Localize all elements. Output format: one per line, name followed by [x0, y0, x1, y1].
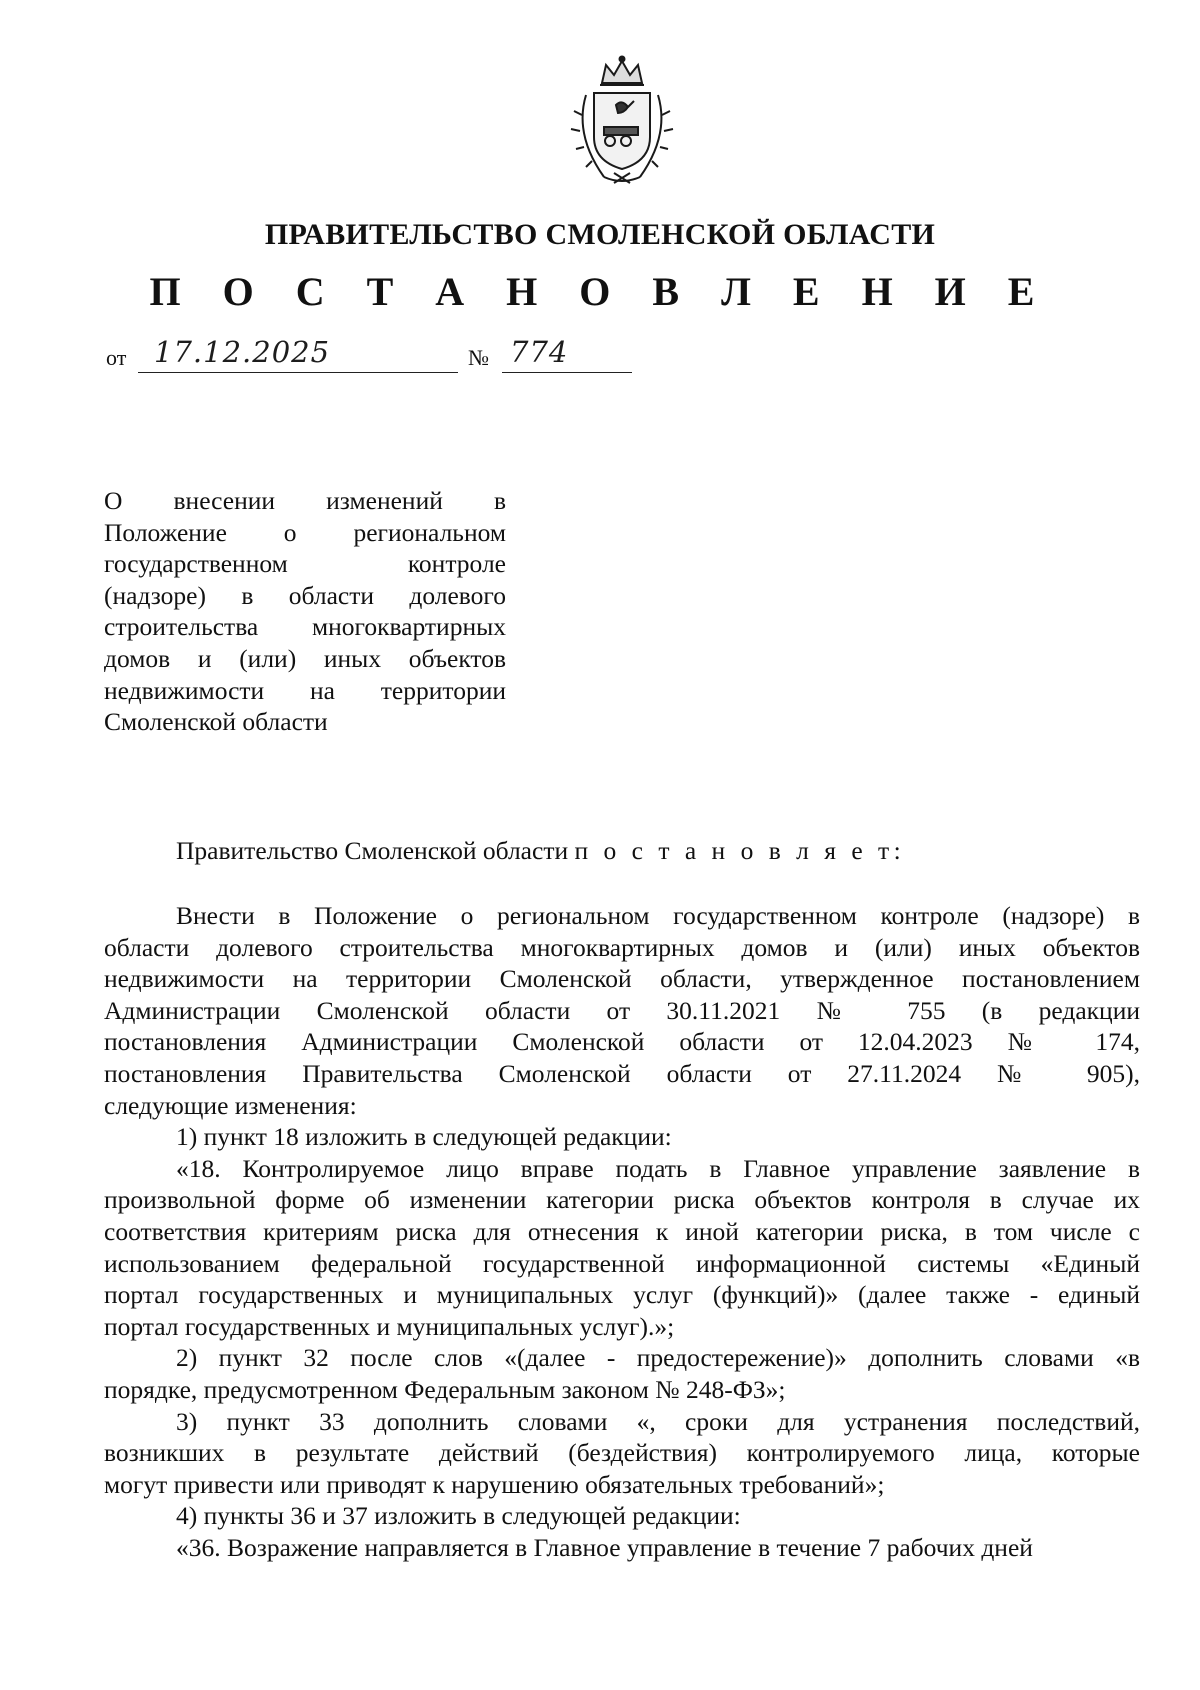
date-underline: [138, 372, 458, 373]
from-label: от: [106, 345, 127, 370]
body-line: портал государственных и муниципальных услуг (функций)» (далее также - единый: [104, 1280, 1140, 1310]
body-line: 3) пункт 33 дополнить словами «, сроки для устранения последствий,: [176, 1406, 1140, 1436]
decree-date: 17.12.2025: [154, 335, 331, 369]
body-line: недвижимости на территории Смоленской области, утвержденное постановлением: [104, 964, 1140, 994]
item-3: [104, 1406, 1140, 1501]
subject-line: государственном контроле: [104, 549, 506, 579]
body-line: могут привести или приводят к нарушению обязательных требований»;: [104, 1469, 885, 1499]
subject-line: Смоленской области: [104, 707, 328, 737]
body-line: «18. Контролируемое лицо вправе подать в Главное управление заявление в: [176, 1153, 1140, 1183]
resolve-line: [104, 835, 1140, 867]
body-line: произвольной форме об изменении категории риска объектов контроля в случае их: [104, 1185, 1140, 1215]
body-line: использованием федеральной государственной информационной системы «Единый: [104, 1248, 1140, 1278]
item-1-heading: 1) пункт 18 изложить в следующей редакции:: [176, 1122, 672, 1152]
body-line: Администрации Смоленской области от 30.11.2021 № 755 (в редакции: [104, 995, 1140, 1025]
intro-paragraph: [104, 900, 1140, 1121]
number-label: №: [468, 345, 489, 370]
item-1-text: [104, 1153, 1140, 1343]
item-4-heading: 4) пункты 36 и 37 изложить в следующей редакции:: [176, 1501, 741, 1531]
body-line: портал государственных и муниципальных услуг).»;: [104, 1311, 675, 1341]
body-line: постановления Администрации Смоленской области от 12.04.2023 № 174,: [104, 1027, 1140, 1057]
body-line: порядке, предусмотренном Федеральным законом № 248-ФЗ»;: [104, 1374, 786, 1404]
date-number-line: [106, 335, 569, 375]
smolensk-coat-of-arms-icon: [564, 55, 680, 187]
body-line: 2) пункт 32 после слов «(далее - предостережение)» дополнить словами «в: [176, 1343, 1140, 1373]
body-line: соответствия критериям риска для отнесения к иной категории риска, в том числе с: [104, 1216, 1140, 1246]
body-line: постановления Правительства Смоленской области от 27.11.2024 № 905),: [104, 1058, 1140, 1088]
decree-number: 774: [510, 335, 569, 369]
subject-line: домов и (или) иных объектов: [104, 643, 506, 673]
body-line: возникших в результате действий (бездействия) контролируемого лица, которые: [104, 1438, 1140, 1468]
number-underline: [502, 372, 632, 373]
decree-subject: [104, 485, 506, 738]
body-line: области долевого строительства многоквартирных домов и (или) иных объектов: [104, 932, 1140, 962]
decree-body: [104, 900, 1140, 1563]
subject-line: (надзоре) в области долевого: [104, 580, 506, 610]
subject-line: недвижимости на территории: [104, 675, 506, 705]
body-line: следующие изменения:: [104, 1090, 357, 1120]
subject-line: О внесении изменений в: [104, 486, 506, 515]
body-line: Внести в Положение о региональном государственном контроле (надзоре) в: [176, 901, 1140, 930]
subject-line: строительства многоквартирных: [104, 612, 506, 642]
document-type-title: П О С Т А Н О В Л Е Н И Е: [149, 269, 1051, 314]
resolve-verb: п о с т а н о в л я е т:: [574, 836, 906, 865]
subject-line: Положение о региональном: [104, 517, 506, 547]
resolve-text: Правительство Смоленской области: [176, 836, 569, 865]
item-2: [104, 1342, 1140, 1405]
item-4-text: «36. Возражение направляется в Главное управление в течение 7 рабочих дней: [176, 1532, 1033, 1562]
government-title: ПРАВИТЕЛЬСТВО СМОЛЕНСКОЙ ОБЛАСТИ: [264, 218, 936, 251]
